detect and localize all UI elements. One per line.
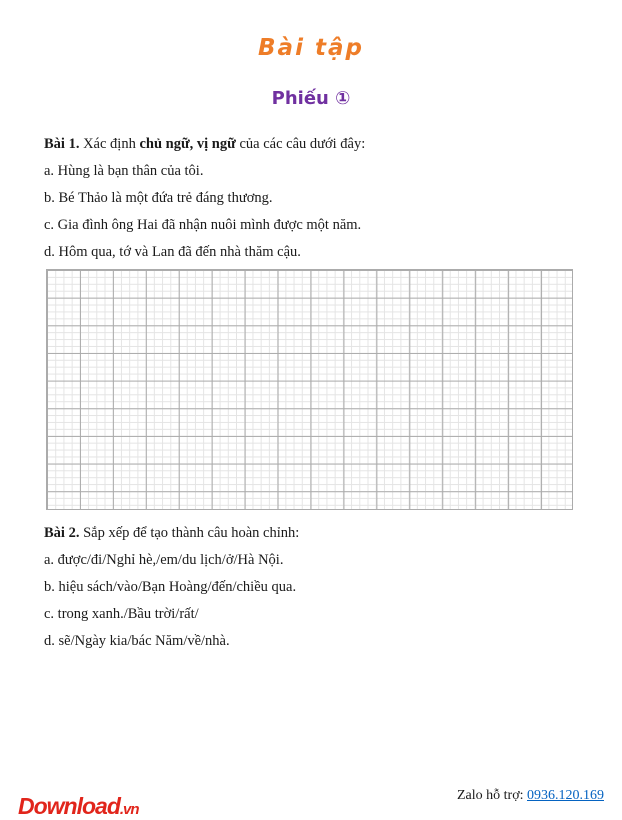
exercise2-item-b: b. hiệu sách/vào/Bạn Hoàng/đến/chiều qua. (44, 579, 297, 595)
exercise1-item-c: c. Gia đình ông Hai đã nhận nuôi mình được một năm. (44, 217, 362, 233)
downloadvn-logo (18, 793, 139, 820)
writing-grid-answer-area (46, 269, 573, 510)
page-subtitle: Phiếu ① (271, 88, 351, 109)
exercise1-item-d: d. Hôm qua, tớ và Lan đã đến nhà thăm cậu. (44, 244, 301, 260)
exercise2-item-a: a. được/đi/Nghỉ hè,/em/du lịch/ở/Hà Nội. (44, 552, 284, 568)
logo-suffix-text: .vn (119, 801, 139, 818)
exercise1-intro-bold: chủ ngữ, vị ngữ (139, 136, 236, 152)
exercise2-label: Bài 2. (44, 525, 80, 541)
page-title: Bài tập (258, 35, 364, 61)
exercise1-heading (44, 131, 578, 158)
exercise1-item-a: a. Hùng là bạn thân của tôi. (44, 163, 204, 179)
exercise1-intro-pre: Xác định (79, 136, 140, 152)
exercise2-item-c: c. trong xanh./Bầu trời/rất/ (44, 606, 199, 622)
support-line (457, 788, 604, 804)
support-label: Zalo hỗ trợ: (457, 788, 527, 803)
exercise1-intro-post: của các câu dưới đây: (235, 136, 366, 152)
exercise2-heading (44, 520, 578, 547)
exercise1-label: Bài 1. (44, 136, 80, 152)
exercise2-item-d: d. sẽ/Ngày kia/bác Năm/về/nhà. (44, 633, 230, 649)
worksheet-body (44, 131, 578, 655)
logo-main-text: Download (18, 793, 120, 819)
exercise2-intro: Sắp xếp để tạo thành câu hoàn chỉnh: (79, 525, 300, 541)
support-phone-link[interactable]: 0936.120.169 (527, 788, 604, 803)
exercise1-item-b: b. Bé Thảo là một đứa trẻ đáng thương. (44, 190, 273, 206)
